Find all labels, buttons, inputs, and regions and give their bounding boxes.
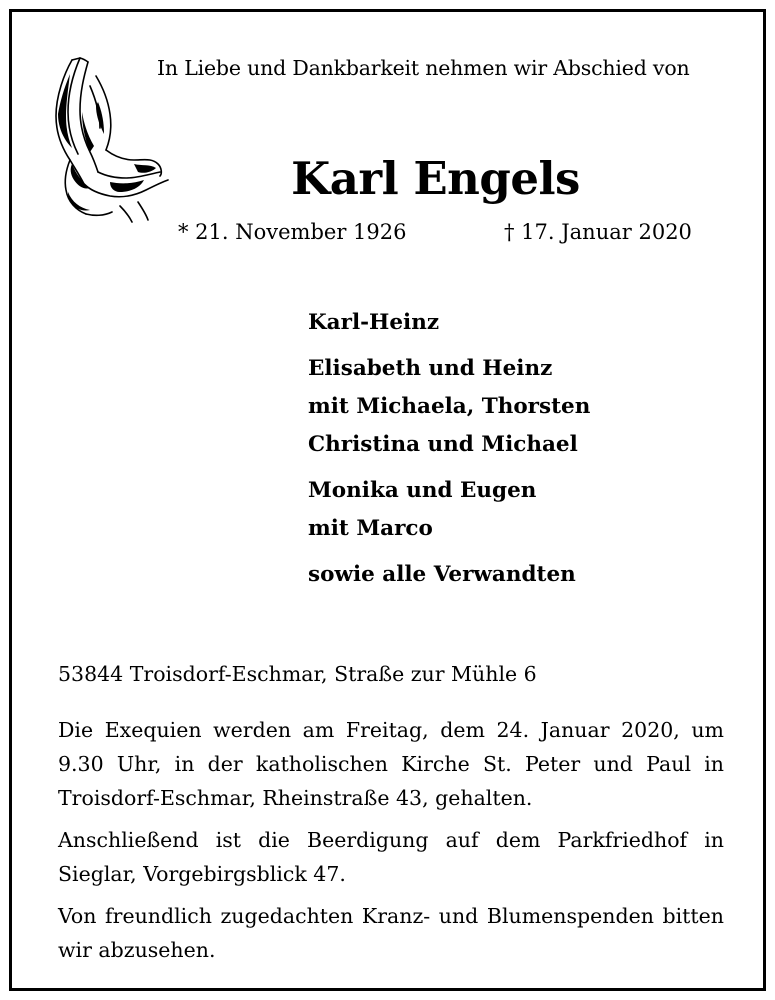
intro-text: In Liebe und Dankbarkeit nehmen wir Abschied von (157, 56, 690, 80)
mourner-line: mit Marco (308, 516, 433, 541)
paragraph-burial: Anschließend ist die Beerdigung auf dem Parkfriedhof in Sieglar, Vorgebirgsblick 47. (58, 828, 724, 886)
mourner-group (308, 350, 590, 464)
mourner-line: Monika und Eugen (308, 478, 537, 503)
mourners-list (308, 304, 590, 602)
mourner-line: Christina und Michael (308, 432, 578, 457)
deceased-name: Karl Engels (291, 152, 580, 205)
death-date: † 17. Januar 2020 (504, 220, 692, 244)
mourner-line: mit Michaela, Thorsten (308, 394, 591, 419)
mourner-group (308, 304, 590, 342)
funeral-details (58, 713, 724, 975)
paragraph-exequien: Die Exequien werden am Freitag, dem 24. Januar 2020, um 9.30 Uhr, in der katholischen Kirche St. Peter und Paul in Troisdorf-Eschmar, Rheinstraße 43, gehalten. (58, 718, 724, 810)
mourner-group (308, 472, 590, 548)
mourner-line: sowie alle Verwandten (308, 562, 576, 587)
obituary-notice (9, 9, 766, 991)
mourner-group (308, 556, 590, 594)
birth-date: * 21. November 1926 (178, 220, 407, 244)
paragraph-flowers: Von freundlich zugedachten Kranz- und Blumenspenden bitten wir abzusehen. (58, 904, 724, 962)
address: 53844 Troisdorf-Eschmar, Straße zur Mühle 6 (58, 662, 537, 686)
mourner-line: Elisabeth und Heinz (308, 356, 553, 381)
mourner-line: Karl-Heinz (308, 310, 440, 335)
